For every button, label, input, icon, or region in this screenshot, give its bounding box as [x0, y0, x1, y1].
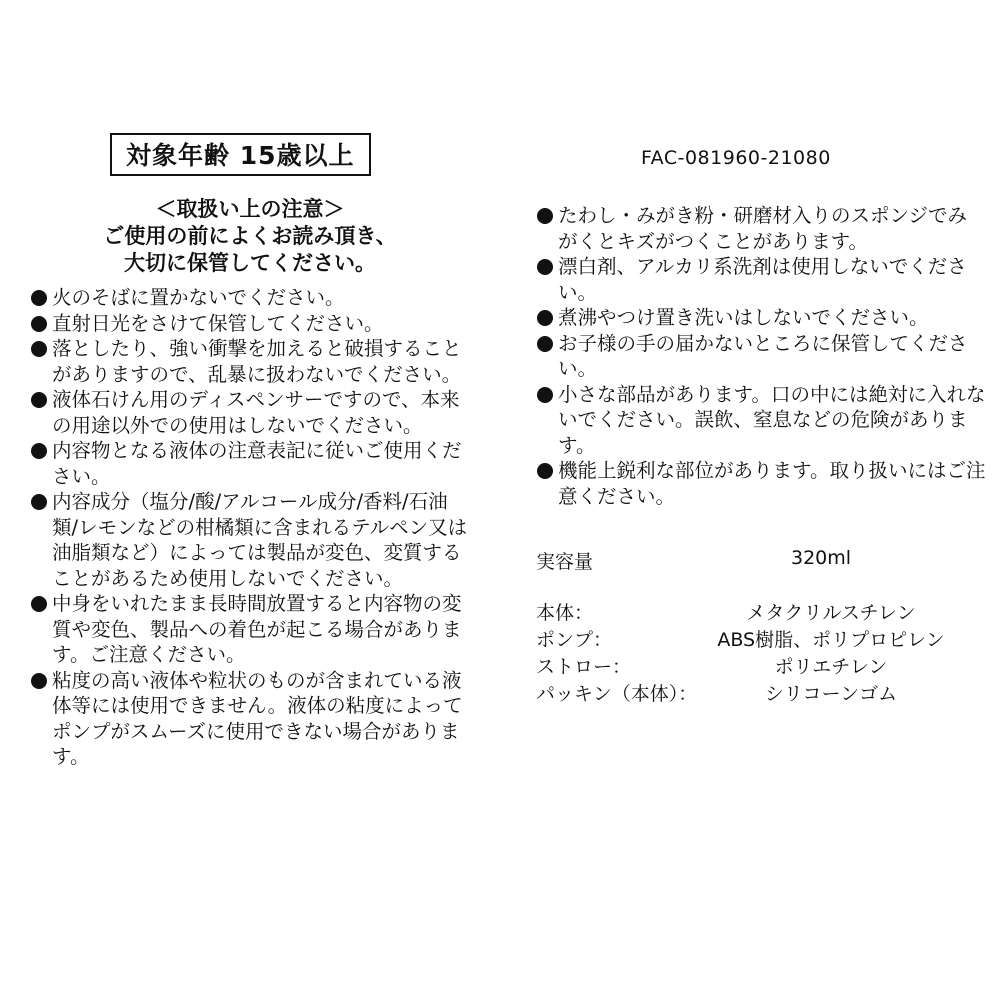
bullet-dot-icon	[537, 208, 553, 224]
product-code: FAC-081960-21080	[641, 147, 831, 169]
material-part: パッキン（本体）：	[536, 683, 698, 705]
caution-item: 機能上鋭利な部位があります。取り扱いにはご注意ください。	[536, 458, 986, 509]
caution-item: 内容成分（塩分/酸/アルコール成分/香料/石油類/レモンなどの柑橘類に含まれるテルペン又は油脂類など）によっては製品が変色、変質することがあるため使用しないでください。	[30, 489, 470, 591]
material-row	[536, 654, 986, 681]
materials-list	[536, 600, 986, 708]
caution-item: 液体石けん用のディスペンサーですので、本来の用途以外での使用はしないでください。	[30, 387, 470, 438]
bullet-dot-icon	[31, 443, 47, 459]
bullet-dot-icon	[31, 494, 47, 510]
caution-intro-line-1: ご使用の前によくお読み頂き、	[103, 224, 397, 248]
caution-item: 火のそばに置かないでください。	[30, 285, 470, 311]
caution-intro-line-2: 大切に保管してください。	[124, 251, 376, 275]
caution-item: たわし・みがき粉・研磨材入りのスポンジでみがくとキズがつくことがあります。	[536, 203, 986, 254]
caution-item: 中身をいれたまま長時間放置すると内容物の変質や変色、製品への着色が起こる場合があります。ご注意ください。	[30, 591, 470, 668]
caution-item: 煮沸やつけ置き洗いはしないでください。	[536, 305, 986, 331]
material-name: ABS樹脂、ポリプロピレン	[717, 629, 945, 651]
bullet-dot-icon	[31, 596, 47, 612]
caution-item: 小さな部品があります。口の中には絶対に入れないでください。誤飲、窒息などの危険があります。	[536, 382, 986, 459]
caution-header	[30, 196, 470, 277]
caution-item: お子様の手の届かないところに保管してください。	[536, 331, 986, 382]
material-name: ポリエチレン	[774, 656, 888, 678]
bullet-dot-icon	[31, 392, 47, 408]
material-name: シリコーンゴム	[764, 683, 898, 705]
bullet-dot-icon	[537, 463, 553, 479]
capacity-value: 320ml	[791, 547, 852, 569]
material-part: ストロー：	[536, 656, 632, 678]
bullet-dot-icon	[537, 336, 553, 352]
caution-item: 内容物となる液体の注意表記に従いご使用ください。	[30, 438, 470, 489]
caution-item: 直射日光をさけて保管してください。	[30, 311, 470, 337]
caution-item: 落としたり、強い衝撃を加えると破損することがありますので、乱暴に扱わないでください。	[30, 336, 470, 387]
material-row	[536, 600, 986, 627]
capacity-row	[536, 547, 986, 573]
caution-item: 粘度の高い液体や粒状のものが含まれている液体等には使用できません。液体の粘度によってポンプがスムーズに使用できない場合があります。	[30, 668, 470, 770]
bullet-dot-icon	[537, 259, 553, 275]
caution-title: ＜取扱い上の注意＞	[155, 197, 345, 221]
bullet-dot-icon	[31, 316, 47, 332]
material-part: 本体：	[536, 602, 594, 624]
material-part: ポンプ：	[536, 629, 613, 651]
bullet-dot-icon	[31, 290, 47, 306]
age-rating-box: 対象年齢 15歳以上	[110, 133, 371, 176]
material-row	[536, 627, 986, 654]
capacity-label: 実容量	[536, 551, 594, 573]
bullet-dot-icon	[537, 387, 553, 403]
material-name: メタクリルスチレン	[746, 602, 916, 624]
caution-item: 漂白剤、アルカリ系洗剤は使用しないでください。	[536, 254, 986, 305]
bullet-dot-icon	[31, 673, 47, 689]
caution-list-right	[536, 203, 986, 509]
caution-list-left	[30, 285, 470, 770]
bullet-dot-icon	[537, 310, 553, 326]
material-row	[536, 681, 986, 708]
bullet-dot-icon	[31, 341, 47, 357]
